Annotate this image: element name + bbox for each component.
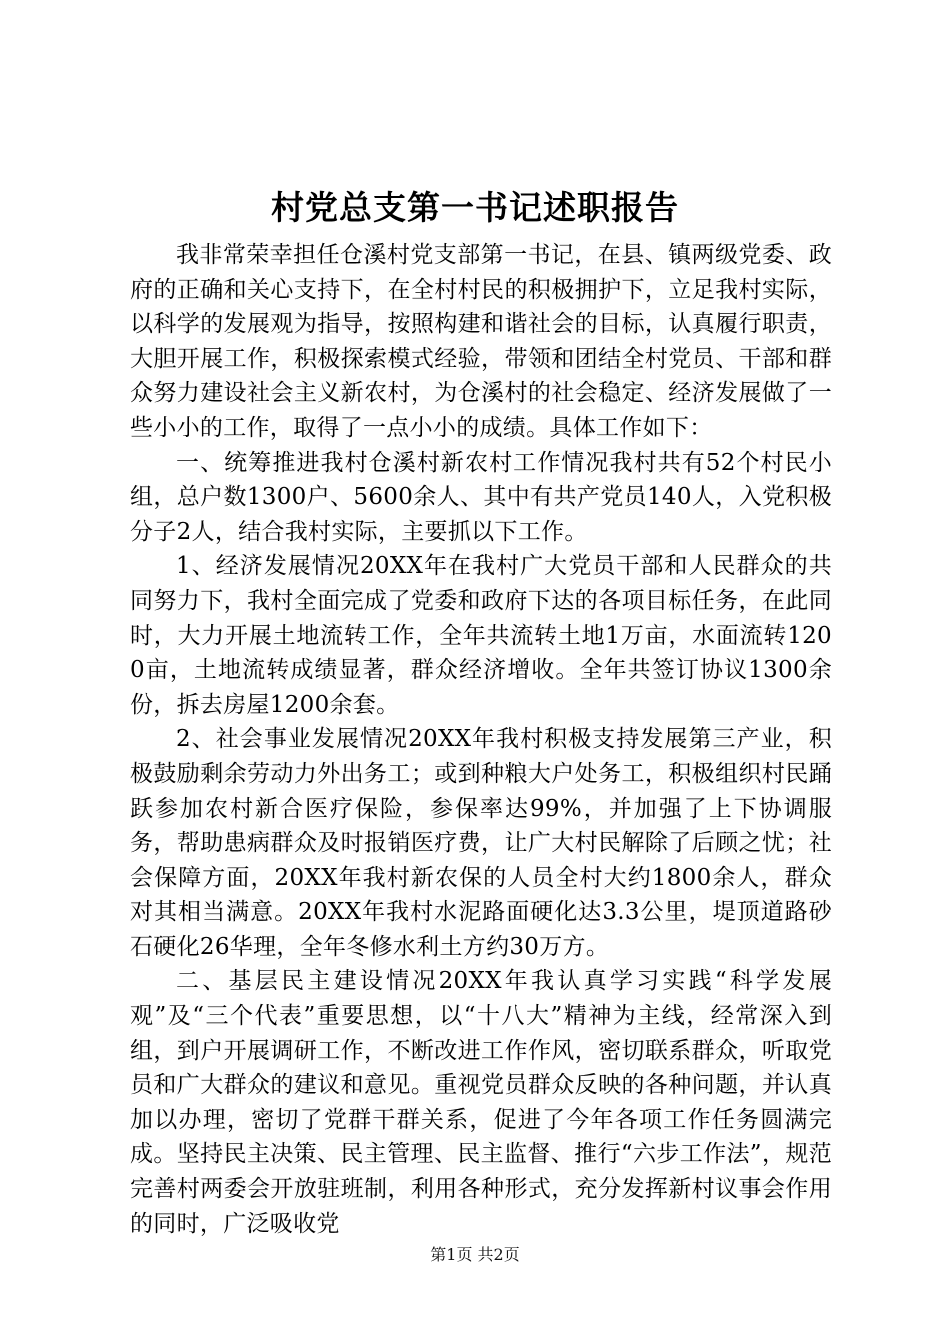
- document-body: [130, 238, 832, 1241]
- paragraph-intro: 我非常荣幸担任仓溪村党支部第一书记，在县、镇两级党委、政府的正确和关心支持下，在全村村民的积极拥护下，立足我村实际，以科学的发展观为指导，按照构建和谐社会的目标，认真履行职责，大胆开展工作，积极探索模式经验，带领和团结全村党员、干部和群众努力建设社会主义新农村，为仓溪村的社会稳定、经济发展做了一些小小的工作，取得了一点小小的成绩。具体工作如下：: [130, 242, 832, 441]
- document-title: 村党总支第一书记述职报告: [271, 188, 679, 227]
- paragraph-section-1: 一、统筹推进我村仓溪村新农村工作情况我村共有52个村民小组，总户数1300户、5600余人、其中有共产党员140人，入党积极分子2人，结合我村实际，主要抓以下工作。: [130, 449, 832, 545]
- paragraph-section-2: 二、基层民主建设情况20XX年我认真学习实践“科学发展观”及“三个代表”重要思想，以“十八大”精神为主线，经常深入到组，到户开展调研工作，不断改进工作作风，密切联系群众，听取党员和广大群众的建议和意见。重视党员群众反映的各种问题，并认真加以办理，密切了党群干群关系，促进了今年各项工作任务圆满完成。坚持民主决策、民主管理、民主监督、推行“六步工作法”，规范完善村两委会开放驻班制，利用各种形式，充分发挥新村议事会作用的同时，广泛吸收党: [130, 968, 832, 1237]
- page-footer: [0, 1244, 950, 1266]
- page-number: 第1页 共2页: [430, 1245, 520, 1264]
- paragraph-social-development: 2、社会事业发展情况20XX年我村积极支持发展第三产业，积极鼓励剩余劳动力外出务工；或到种粮大户处务工，积极组织村民踊跃参加农村新合医疗保险，参保率达99%，并加强了上下协调服务，帮助患病群众及时报销医疗费，让广大村民解除了后顾之忧；社会保障方面，20XX年我村新农保的人员全村大约1800余人，群众对其相当满意。20XX年我村水泥路面硬化达3.3公里，堤顶道路砂石硬化26华理，全年冬修水利土方约30万方。: [130, 726, 832, 960]
- paragraph-economic-development: 1、经济发展情况20XX年在我村广大党员干部和人民群众的共同努力下，我村全面完成了党委和政府下达的各项目标任务，在此同时，大力开展土地流转工作，全年共流转土地1万亩，水面流转1200亩，土地流转成绩显著，群众经济增收。全年共签订协议1300余份，拆去房屋1200余套。: [130, 553, 832, 718]
